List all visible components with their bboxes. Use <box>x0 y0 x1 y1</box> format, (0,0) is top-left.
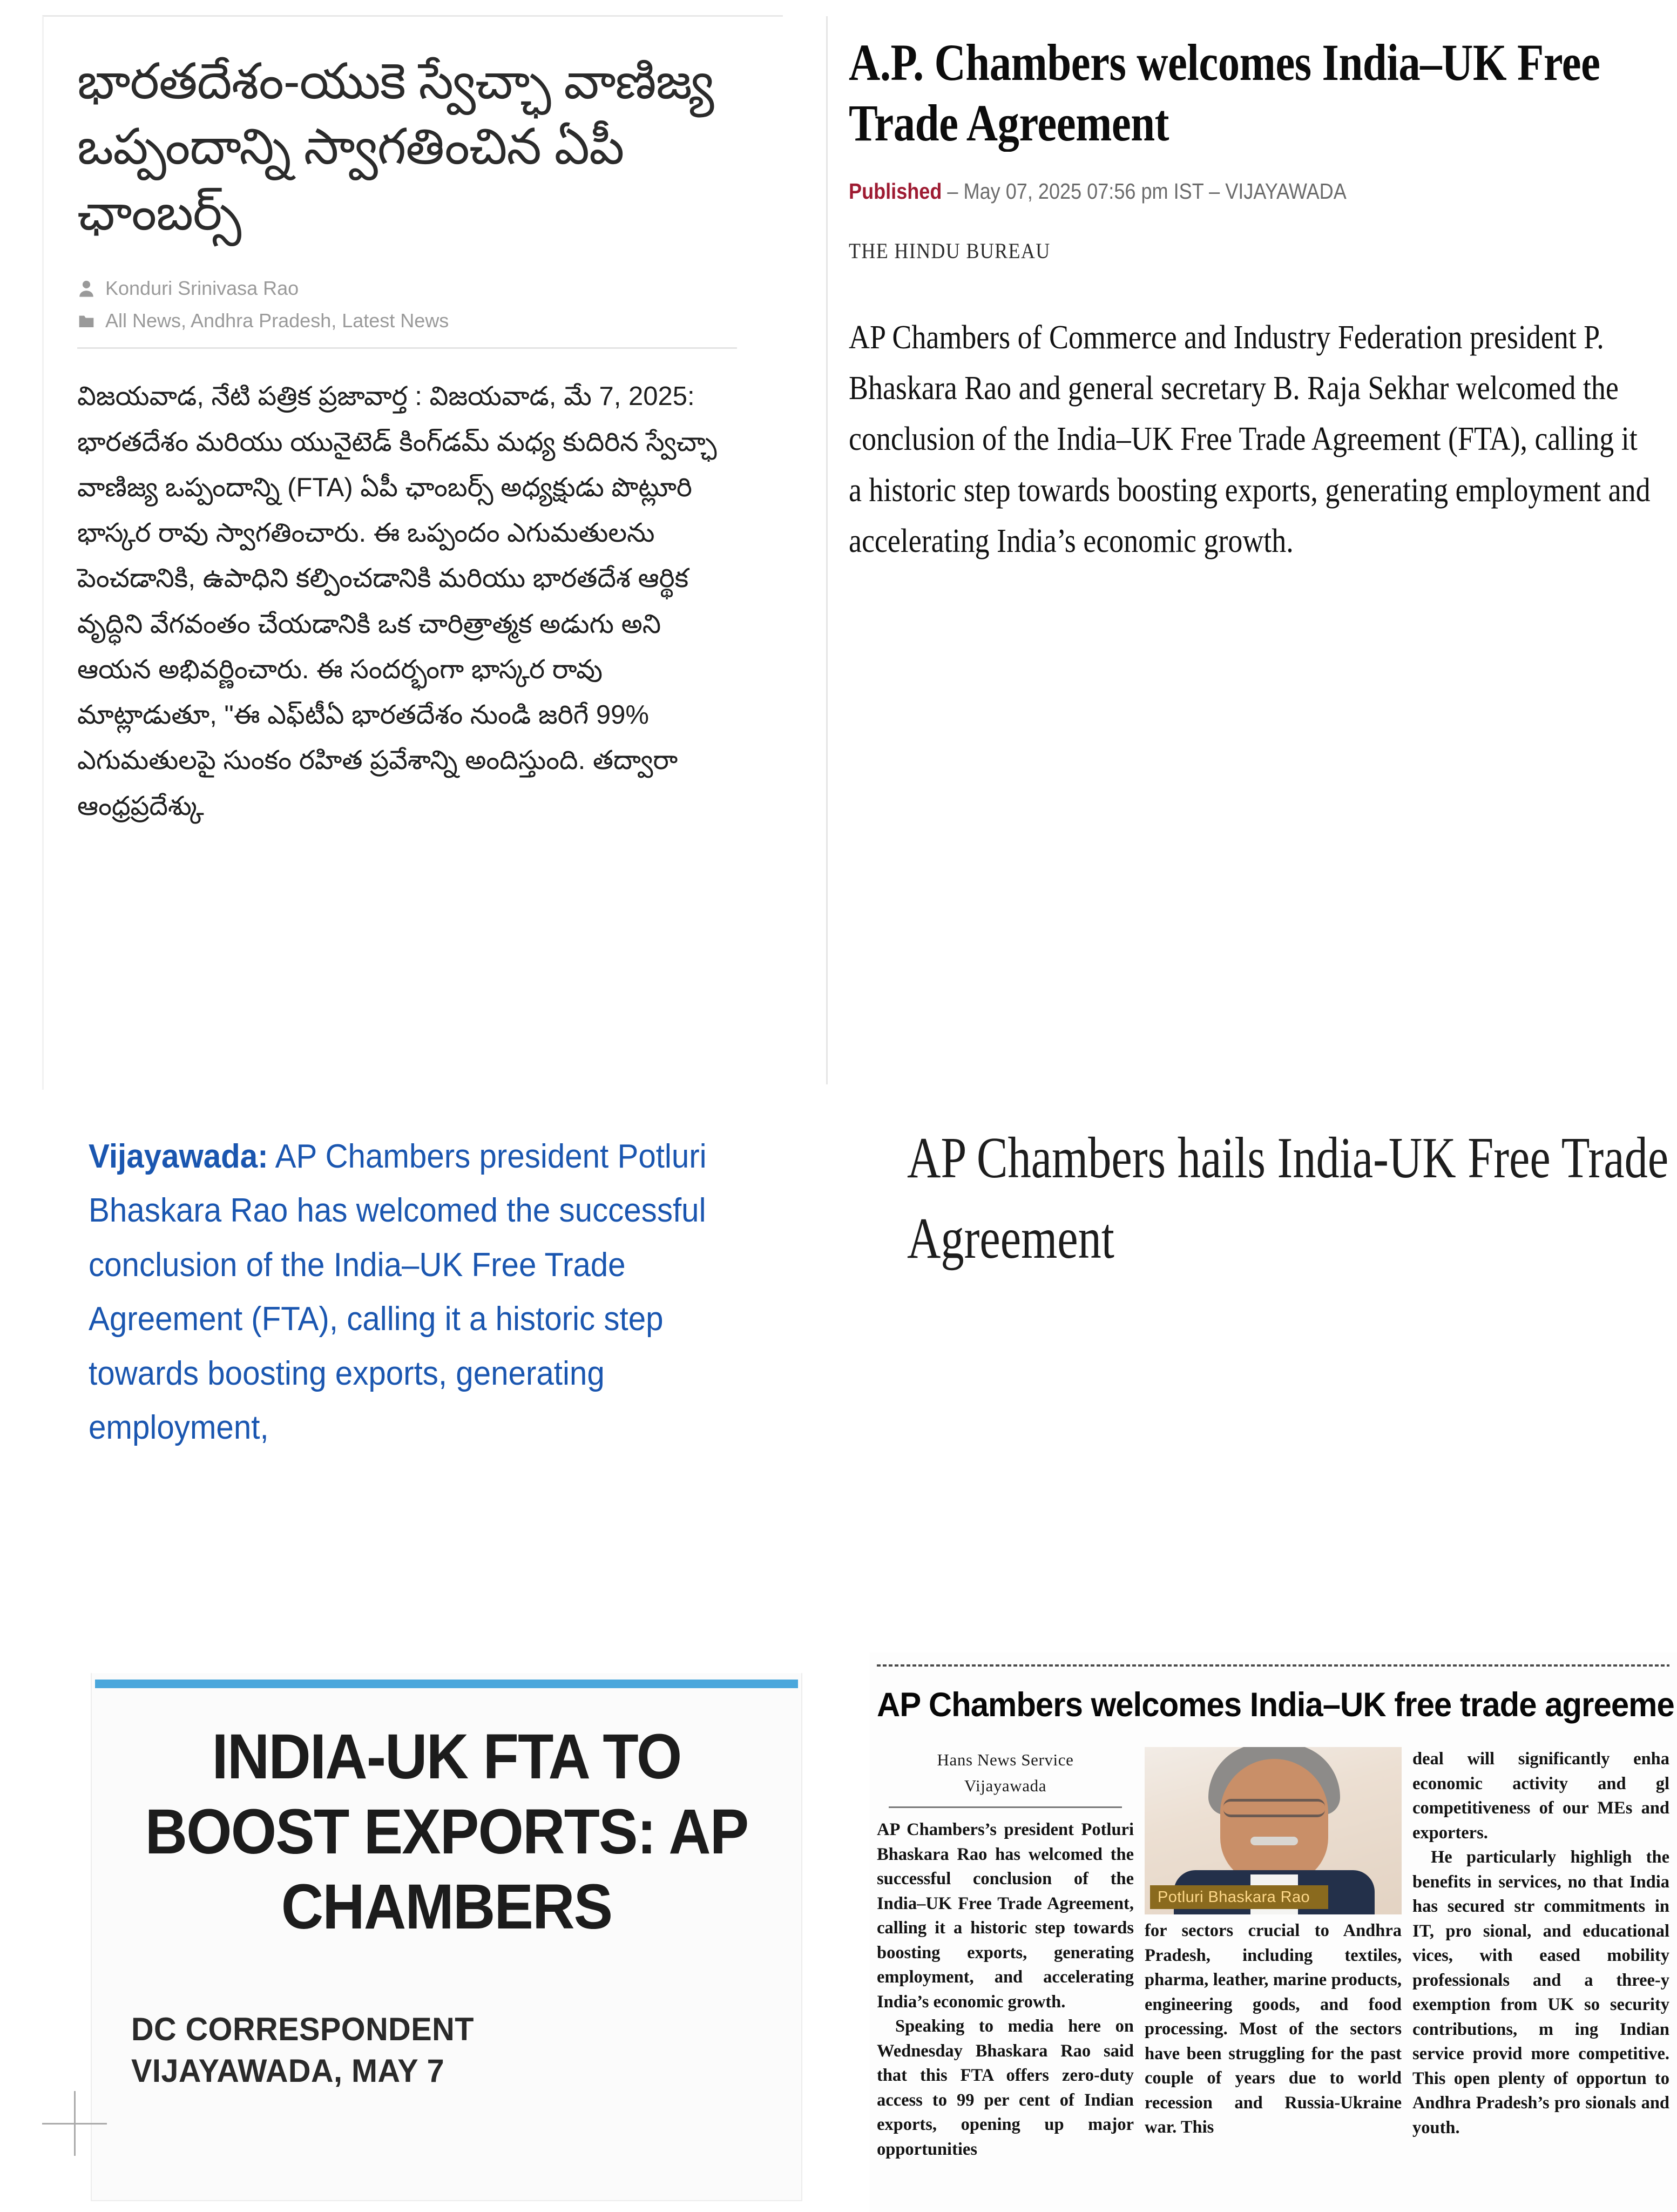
published-label: Published <box>849 178 942 204</box>
clipping-column-1 <box>877 1747 1134 2162</box>
glasses-icon <box>1223 1799 1325 1817</box>
clipping-paragraph: AP Chambers’s president Potluri Bhaskara Rao has welcomed the successful conclusion of the India–UK Free Trade Agreement, calling it a historic step towards boosting exports, generating employment, and accelerating India’s economic growth. <box>877 1820 1134 2012</box>
divider <box>77 347 737 349</box>
blue-excerpt-text: AP Chambers president Potluri Bhaskara Rao has welcomed the successful conclusion of the India–UK Free Trade Agreement (FTA), calling it a historic step towards boosting exports, generating employment, <box>89 1138 707 1447</box>
clipping-column-2 <box>1145 1747 1402 2162</box>
face-shape <box>1220 1759 1328 1884</box>
hans-headline: AP Chambers welcomes India–UK free trade agreeme <box>877 1686 1674 1724</box>
dc-byline-block <box>92 2009 773 2092</box>
person-icon <box>77 279 105 298</box>
clipping-paragraph: for sectors crucial to Andhra Pradesh, including textiles, pharma, leather, marine products, engineering goods, and food processing. Most of the sectors have been struggling for the past couple of years due to world recession and Russia-Ukraine war. This <box>1145 1921 1402 2137</box>
category-row[interactable] <box>77 306 750 335</box>
accent-bar <box>95 1680 798 1688</box>
clipping-paragraph: deal will significantly enha economic activity and gl competitiveness of our MEs and exporters. <box>1412 1749 1669 1843</box>
category-list: All News, Andhra Pradesh, Latest News <box>105 309 449 332</box>
hans-clipping-panel <box>869 1653 1677 2212</box>
blue-excerpt <box>89 1130 753 1455</box>
service-city: Vijayawada <box>964 1776 1047 1796</box>
blue-excerpt-panel <box>42 1102 783 1642</box>
column-divider <box>826 16 828 1084</box>
author-row[interactable] <box>77 274 750 303</box>
clipping-paragraph: Speaking to media here on Wednesday Bhaskara Rao said that this FTA offers zero-duty access to 99 per cent of Indian exports, opening up major opportunities <box>877 2017 1134 2159</box>
published-datetime: – May 07, 2025 07:56 pm IST – VIJAYAWADA <box>942 178 1347 204</box>
hails-headline: AP Chambers hails India-UK Free Trade Agreement <box>907 1126 1669 1271</box>
bureau-credit: THE HINDU BUREAU <box>849 238 1051 263</box>
deccan-chronicle-panel <box>91 1673 802 2201</box>
photo-caption: Potluri Bhaskara Rao <box>1150 1885 1328 1909</box>
telugu-article-panel <box>42 15 783 1090</box>
folder-icon <box>77 312 105 329</box>
publish-meta <box>849 176 1590 207</box>
hindu-article-panel <box>849 16 1669 1091</box>
author-name: Konduri Srinivasa Rao <box>105 277 299 300</box>
moustache-shape <box>1250 1837 1298 1845</box>
dc-correspondent: DC CORRESPONDENT <box>131 2011 474 2047</box>
hindu-headline: A.P. Chambers welcomes India–UK Free Trade Agreement <box>849 33 1600 152</box>
clipping-paragraph: He particularly highligh the benefits in services, no that India has secured str commitments in IT, pro sional, and educational vices, with eased mobility professionals and a three-y exemption from UK so security contributions, m ing Indian service provid more competitive. This open plenty of opportun to Andhra Pradesh’s pro sionals and youth. <box>1412 1847 1669 2137</box>
hails-headline-panel <box>849 1102 1669 1642</box>
dc-dateline: VIJAYAWADA, MAY 7 <box>131 2052 445 2089</box>
clipping-column-3 <box>1412 1747 1669 2162</box>
portrait-photo <box>1145 1747 1402 1914</box>
crop-mark-icon <box>42 2091 107 2156</box>
dc-headline: INDIA-UK FTA TO BOOST EXPORTS: AP CHAMBERS <box>145 1721 748 1943</box>
dashed-rule <box>877 1664 1669 1667</box>
hindu-body: AP Chambers of Commerce and Industry Federation president P. Bhaskara Rao and general secretary B. Raja Sekhar welcomed the conclusion of the India–UK Free Trade Agreement (FTA), calling it a historic step towards boosting exports, generating employment and accelerating India’s economic growth. <box>849 319 1651 559</box>
service-name: Hans News Service <box>937 1750 1074 1769</box>
news-service-credit <box>877 1747 1134 1799</box>
credit-rule <box>889 1806 1122 1808</box>
telugu-body: విజయవాడ, నేటి పత్రిక ప్రజావార్త : విజయవాడ, మే 7, 2025: భారతదేశం మరియు యునైటెడ్ కింగ్‌డమ్ మధ్య కుదిరిన స్వేచ్ఛా వాణిజ్య ఒప్పందాన్ని (FTA) ఏపీ ఛాంబర్స్ అధ్యక్షుడు పొట్లూరి భాస్కర రావు స్వాగతించారు. ఈ ఒప్పందం ఎగుమతులను పెంచడానికి, ఉపాధిని కల్పించడానికి మరియు భారతదేశ ఆర్థిక వృద్ధిని వేగవంతం చేయడానికి ఒక చారిత్రాత్మక అడుగు అని ఆయన అభివర్ణించారు. ఈ సందర్భంగా భాస్కర రావు మాట్లాడుతూ, "ఈ ఎఫ్‌టీఏ భారతదేశం నుండి జరిగే 99% ఎగుమతులపై సుంకం రహిత ప్రవేశాన్ని అందిస్తుంది. తద్వారా ఆంధ్రప్రదేశ్కు <box>77 382 717 821</box>
dateline-lead: Vijayawada: <box>89 1138 268 1175</box>
clipping-columns <box>869 1747 1677 2162</box>
telugu-byline-block <box>77 274 750 335</box>
telugu-headline: భారతదేశం-యుకె స్వేచ్ఛా వాణిజ్య ఒప్పందాన్ని స్వాగతించిన ఏపీ ఛాంబర్స్ <box>77 54 714 240</box>
